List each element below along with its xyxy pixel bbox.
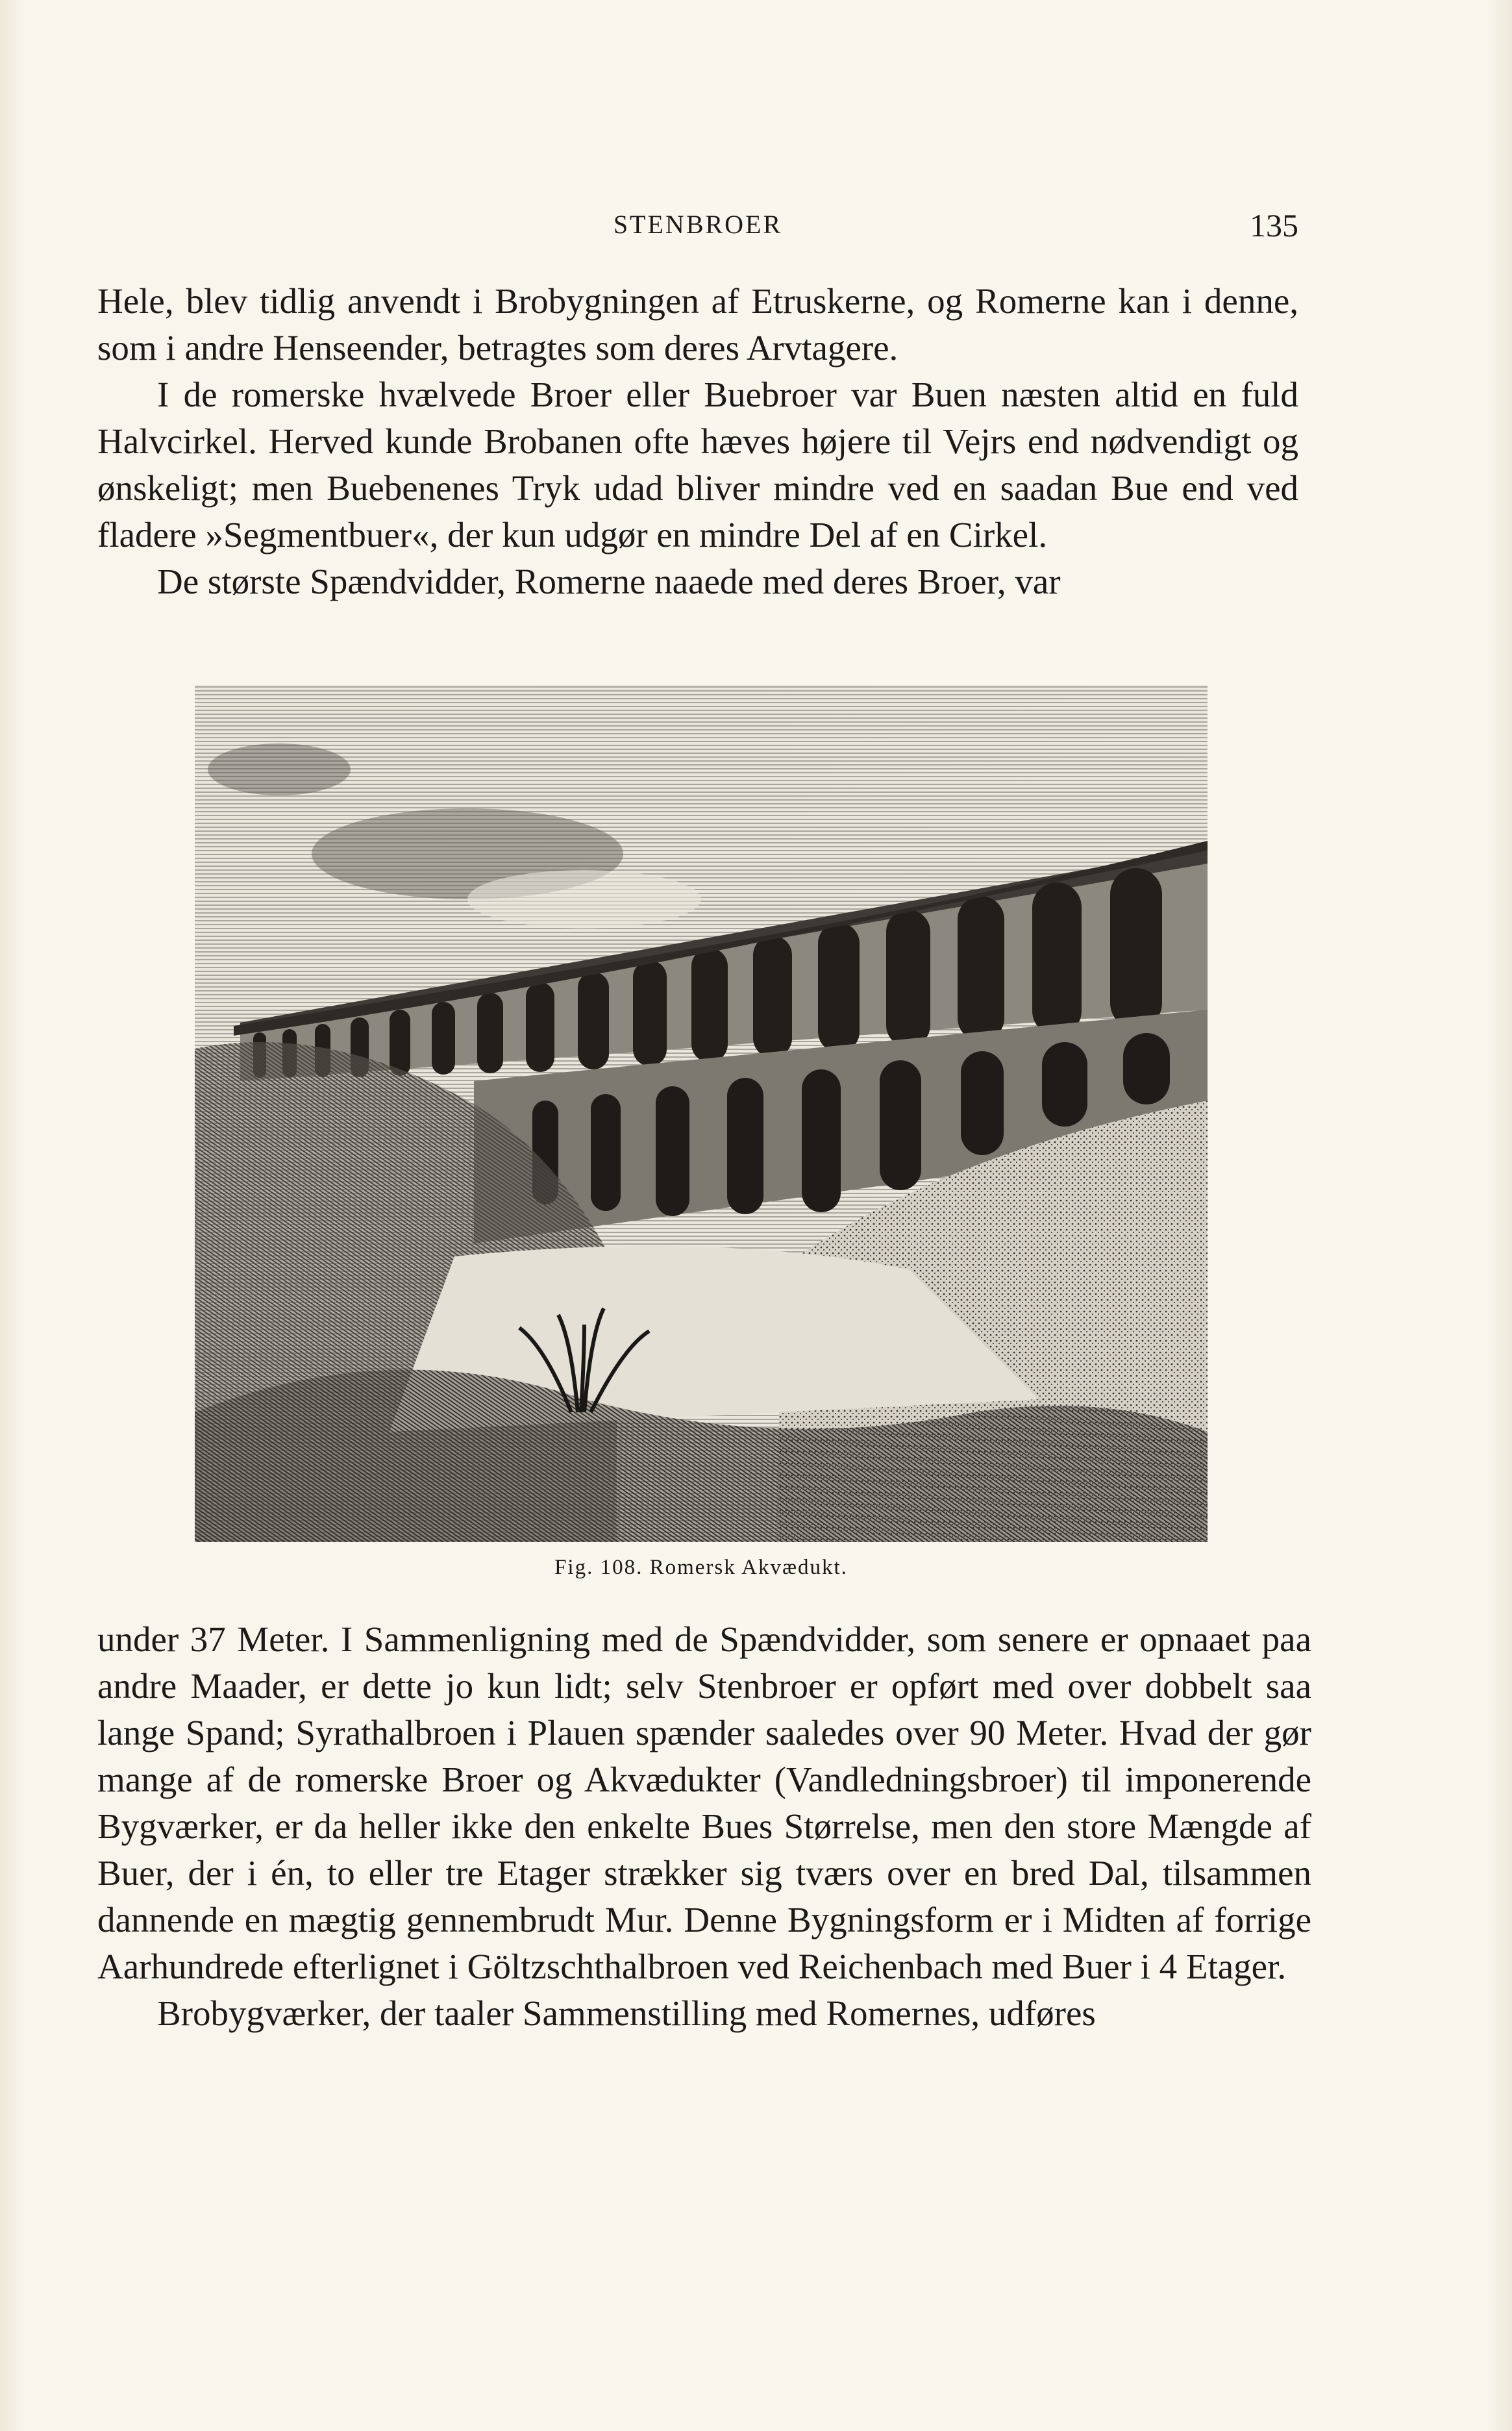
paragraph-spaendvidder: De største Spændvidder, Romerne naaede med deres Broer, var	[157, 562, 1061, 601]
page-number: 135	[1250, 207, 1298, 243]
paragraph-37-meter: under 37 Meter. I Sammenligning med de Spændvidder, som senere er opnaaet paa andre Maader, er dette jo kun lidt; selv Stenbroer er opført med over dobbelt saa lange Spand; Syrathalbroen i Plauen spænder saaledes over 90 Meter. Hvad der gør mange af de romerske Broer og Akvædukter (Vandledningsbroer) til imponerende Bygværker, er da heller ikke den enkelte Bues Størrelse, men den store Mængde af Buer, der i én, to eller tre Etager strækker sig tværs over en bred Dal, tilsammen dannende en mægtig gennembrudt Mur. Denne Bygningsform er i Midten af forrige Aarhundrede efterlignet i Göltzschthalbroen ved Reichenbach med Buer i 4 Etager.	[97, 1619, 1311, 1986]
text-block-top	[97, 278, 1298, 605]
paragraph-continuation: Hele, blev tidlig anvendt i Brobygningen af Etruskerne, og Romerne kan i denne, som i andre Henseender, betragtes som deres Arvtagere.	[97, 281, 1298, 368]
paragraph-halvcirkel: I de romerske hvælvede Broer eller Buebroer var Buen næsten altid en fuld Halvcirkel. Herved kunde Brobanen ofte hæves højere til Vejrs end nødvendigt og ønskeligt; men Buebenenes Tryk udad bliver mindre ved en saadan Bue end ved fladere »Segmentbuer«, der kun udgør en mindre Del af en Cirkel.	[97, 375, 1298, 555]
text-block-bottom	[97, 1616, 1311, 2037]
cloud	[467, 870, 701, 929]
running-head	[97, 206, 1298, 243]
cloud	[208, 743, 351, 795]
aqueduct-illustration	[195, 685, 1208, 1542]
figure-aqueduct-engraving	[195, 685, 1208, 1542]
figure-caption: Fig. 108. Romersk Akvædukt.	[554, 1556, 848, 1579]
paragraph-brobygvaerker: Brobygværker, der taaler Sammenstilling med Romernes, udføres	[157, 1993, 1096, 2033]
running-title: STENBROER	[613, 210, 783, 239]
